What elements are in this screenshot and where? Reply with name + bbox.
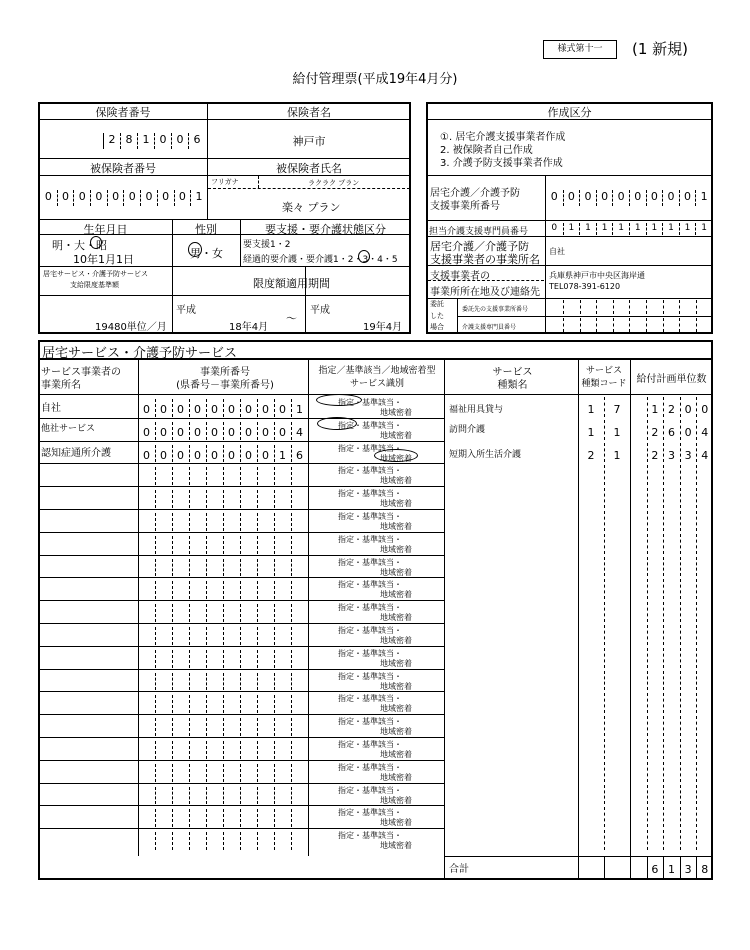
row-0-number-digit: 0 xyxy=(262,403,269,416)
total-digit: 8 xyxy=(701,863,709,876)
row-0-number-digit: 0 xyxy=(177,403,184,416)
limit-label-2: 支給限度基準額 xyxy=(70,281,119,289)
type-label: 指定・基準該当・ xyxy=(338,762,402,772)
row-2-number-digit: 0 xyxy=(211,448,218,462)
row-1-code-digit: 1 xyxy=(587,425,595,439)
row-2-units-digit: 4 xyxy=(701,448,709,462)
type-label: 指定・基準該当・ xyxy=(338,489,402,499)
col-provider-2: 事業所名 xyxy=(41,380,81,391)
row-1-provider: 他社サービス xyxy=(41,424,96,434)
col-number-1: 事業所番号 xyxy=(200,367,250,378)
limit-amount: 19480単位／月 xyxy=(95,322,167,333)
type-label-sub: 地域密着 xyxy=(380,430,412,440)
col-units: 給付計画単位数 xyxy=(636,374,707,385)
type-label-sub: 地域密着 xyxy=(380,818,412,828)
birth-date: 10年1月1日 xyxy=(73,253,134,266)
provider-address: 兵庫県神戸市中央区海岸通 xyxy=(549,271,645,280)
consign-label-2: した xyxy=(430,312,444,320)
row-2-units-digit: 3 xyxy=(684,448,692,462)
row-0-code-digit: 7 xyxy=(613,403,621,416)
row-1-code-digit: 1 xyxy=(613,425,621,439)
type-label: 指定・基準該当・ xyxy=(338,831,402,841)
col-kind-1: サービス xyxy=(492,367,533,378)
insured-number: 0 0 0 0 0 0 0 0 0 1 xyxy=(40,190,207,206)
row-0-number-digit: 0 xyxy=(245,403,252,416)
insured-name-label: 被保険者氏名 xyxy=(276,162,342,175)
col-number-2: (県番号－事業所番号) xyxy=(176,380,274,391)
type-label: 指定・基準該当・ xyxy=(338,534,402,544)
creation-option-1: ①. 居宅介護支援事業者作成 xyxy=(440,132,566,143)
row-2-number-digit: 0 xyxy=(160,448,167,462)
row-2-number-digit: 0 xyxy=(228,448,235,462)
total-digit: 1 xyxy=(667,863,675,876)
row-0-number-digit: 0 xyxy=(194,403,201,416)
row-1-units-digit: 2 xyxy=(651,425,659,439)
row-1-number-digit: 0 xyxy=(279,425,286,439)
period-era-2: 平成 xyxy=(310,305,330,316)
birth-label: 生年月日 xyxy=(83,223,128,236)
row-0-units-digit: 0 xyxy=(701,403,709,416)
consign-specialist-label: 介護支援専門員番号 xyxy=(462,324,517,331)
row-1-number-digit: 0 xyxy=(245,425,252,439)
row-1-number-digit: 0 xyxy=(177,425,184,439)
row-0-type-circle xyxy=(316,394,362,406)
row-0-code-digit: 1 xyxy=(587,403,595,416)
row-1-units-digit: 6 xyxy=(667,425,675,439)
creation-option-3: 3. 介護予防支援事業者作成 xyxy=(440,158,563,169)
type-label-sub: 地域密着 xyxy=(380,544,412,554)
gender-circle xyxy=(188,242,202,257)
type-label: 指定・基準該当・ xyxy=(338,466,402,476)
provider-name-label-1: 居宅介護／介護予防 xyxy=(430,240,529,253)
row-1-number-digit: 0 xyxy=(228,425,235,439)
insured-name: 楽々 プラン xyxy=(282,201,341,214)
type-label-sub: 地域密着 xyxy=(380,750,412,759)
col-type-1: 指定／基準該当／地域密着型 xyxy=(318,366,436,376)
type-label-sub: 地域密着 xyxy=(380,681,412,691)
total-label: 合計 xyxy=(449,864,469,875)
address-label-2: 事業所所在地及び連絡先 xyxy=(430,287,540,298)
row-0-units-digit: 1 xyxy=(651,403,659,416)
type-label: 指定・基準該当・ xyxy=(338,671,402,681)
col-kind-2: 種類名 xyxy=(497,380,528,391)
type-label-sub: 地域密着 xyxy=(380,408,412,417)
type-label: 指定・基準該当・ xyxy=(338,512,402,521)
row-2-number-digit: 0 xyxy=(143,448,150,462)
care-support: 要支援1・2 xyxy=(243,240,291,250)
total-digit: 3 xyxy=(684,863,692,876)
type-label-sub: 地域密着 xyxy=(380,704,412,714)
type-label-sub: 地域密着 xyxy=(380,795,412,805)
gender-label: 性別 xyxy=(195,223,217,236)
page-title: 給付管理票(平成19年4月分) xyxy=(292,72,458,87)
row-2-number-digit: 1 xyxy=(279,448,286,462)
type-label-sub: 地域密着 xyxy=(380,499,412,509)
row-1-units-digit: 4 xyxy=(701,425,709,439)
type-label-sub: 地域密着 xyxy=(380,453,412,463)
type-label: 指定・基準該当・ xyxy=(338,443,402,453)
period-to: 19年4月 xyxy=(363,322,403,333)
furigana-label: フリガナ xyxy=(211,178,239,186)
row-2-kind: 短期入所生活介護 xyxy=(449,450,522,460)
insurer-name: 神戸市 xyxy=(292,135,326,148)
row-2-provider: 認知症通所介護 xyxy=(41,448,111,459)
type-label: 指定・基準該当・ xyxy=(338,808,402,818)
row-1-type-circle xyxy=(317,417,357,430)
row-2-number-digit: 0 xyxy=(194,448,201,462)
row-1-kind: 訪問介護 xyxy=(449,425,486,435)
period-era-1: 平成 xyxy=(176,305,196,316)
row-1-number-digit: 0 xyxy=(143,425,150,439)
period-label: 限度額適用期間 xyxy=(253,277,330,290)
care-transitional: 経過的要介護・要介護1・2・3・4・5 xyxy=(243,255,398,265)
row-2-number-digit: 0 xyxy=(245,448,252,462)
row-0-units-digit: 0 xyxy=(684,403,692,416)
provider-number: 0 0 0 0 0 0 0 0 0 1 xyxy=(546,190,712,206)
row-0-provider: 自社 xyxy=(41,403,61,414)
row-2-code-digit: 2 xyxy=(587,448,595,462)
row-1-number-digit: 0 xyxy=(194,425,201,439)
type-label: 指定・基準該当・ xyxy=(338,740,402,749)
row-2-number-digit: 0 xyxy=(177,448,184,462)
type-label: 指定・基準該当・ xyxy=(338,580,402,590)
col-provider-1: サービス事業者の xyxy=(41,367,121,378)
type-label-sub: 地域密着 xyxy=(380,772,412,782)
type-label-sub: 地域密着 xyxy=(380,522,412,531)
row-0-number-digit: 1 xyxy=(296,403,303,416)
row-0-number-digit: 0 xyxy=(143,403,150,416)
care-level-label: 要支援・要介護状態区分 xyxy=(265,223,386,236)
row-0-number-digit: 0 xyxy=(211,403,218,416)
insurer-number: 2 8 1 0 0 6 xyxy=(103,133,205,149)
row-2-number-digit: 0 xyxy=(262,448,269,462)
provider-tel: TEL078-391-6120 xyxy=(549,282,621,291)
type-label: 指定・基準該当・ xyxy=(338,785,402,795)
provider-name-label-2: 支援事業者の事業所名 xyxy=(430,253,540,266)
type-label-sub: 地域密着 xyxy=(380,590,412,600)
row-0-number-digit: 0 xyxy=(228,403,235,416)
provider-name: 自社 xyxy=(549,247,565,256)
gender-value: 男・女 xyxy=(190,247,223,260)
period-separator: ～ xyxy=(286,312,297,325)
row-1-units-digit: 0 xyxy=(684,425,692,439)
type-label: 指定・基準該当・ xyxy=(338,603,402,613)
row-1-number-digit: 0 xyxy=(262,425,269,439)
form-type: (1 新規) xyxy=(632,40,689,58)
specialist-number: 0 1 1 1 1 1 1 1 1 1 xyxy=(546,223,712,235)
consign-label-3: 場合 xyxy=(430,323,444,331)
type-label: 指定・基準該当・ xyxy=(338,648,402,658)
type-label-sub: 地域密着 xyxy=(380,841,412,851)
type-label-sub: 地域密着 xyxy=(380,636,412,645)
form-number: 様式第十一 xyxy=(543,40,617,59)
row-2-number-digit: 6 xyxy=(296,448,303,462)
care-level-circle xyxy=(358,250,370,263)
row-1-number-digit: 0 xyxy=(160,425,167,439)
row-2-units-digit: 2 xyxy=(651,448,659,462)
type-label: 指定・基準該当・ xyxy=(338,557,402,567)
insurer-name-label: 保険者名 xyxy=(287,106,331,119)
type-label: 指定・基準該当・ xyxy=(338,717,402,727)
services-section-title: 居宅サービス・介護予防サービス xyxy=(42,346,238,361)
address-label-1: 支援事業者の xyxy=(430,271,490,282)
provider-number-label-1: 居宅介護／介護予防 xyxy=(430,188,520,199)
type-label-sub: 地域密着 xyxy=(380,613,412,623)
type-label: 指定・基準該当・ xyxy=(338,398,402,407)
type-label-sub: 地域密着 xyxy=(380,658,412,668)
type-label: 指定・基準該当・ xyxy=(338,626,402,635)
row-2-units-digit: 3 xyxy=(667,448,675,462)
furigana: ラクラク プラン xyxy=(308,179,360,187)
total-digit: 6 xyxy=(651,863,659,876)
row-0-number-digit: 0 xyxy=(279,403,286,416)
row-0-number-digit: 0 xyxy=(160,403,167,416)
provider-number-label-2: 支援事業所番号 xyxy=(430,201,500,212)
col-code-2: 種類コード xyxy=(581,379,627,389)
type-label-sub: 地域密着 xyxy=(380,727,412,737)
insured-number-label: 被保険者番号 xyxy=(90,162,156,175)
birth-eras: 明・大・昭 xyxy=(52,239,107,252)
consign-label-1: 委託 xyxy=(430,300,444,308)
consign-number-label: 委託先の支援事業所番号 xyxy=(462,306,529,313)
col-type-2: サービス識別 xyxy=(349,379,404,389)
type-label-sub: 地域密着 xyxy=(380,476,412,486)
row-1-number-digit: 0 xyxy=(211,425,218,439)
col-code-1: サービス xyxy=(585,366,622,376)
type-label-sub: 地域密着 xyxy=(380,567,412,577)
row-1-number-digit: 4 xyxy=(296,425,303,439)
insurer-number-label: 保険者番号 xyxy=(95,106,151,119)
birth-era-circle xyxy=(90,236,102,249)
type-label: 指定・基準該当・ xyxy=(338,420,402,430)
row-0-kind: 福祉用具貸与 xyxy=(449,405,504,415)
limit-label-1: 居宅サービス・介護予防サービス xyxy=(43,270,148,278)
row-0-units-digit: 2 xyxy=(667,403,675,416)
period-from: 18年4月 xyxy=(229,322,269,333)
type-label: 指定・基準該当・ xyxy=(338,694,402,704)
specialist-number-label: 担当介護支援専門員番号 xyxy=(429,227,529,237)
creation-option-2: 2. 被保険者自己作成 xyxy=(440,145,533,156)
creation-label: 作成区分 xyxy=(547,106,592,119)
row-2-code-digit: 1 xyxy=(613,448,621,462)
row-2-type-circle xyxy=(374,449,418,462)
